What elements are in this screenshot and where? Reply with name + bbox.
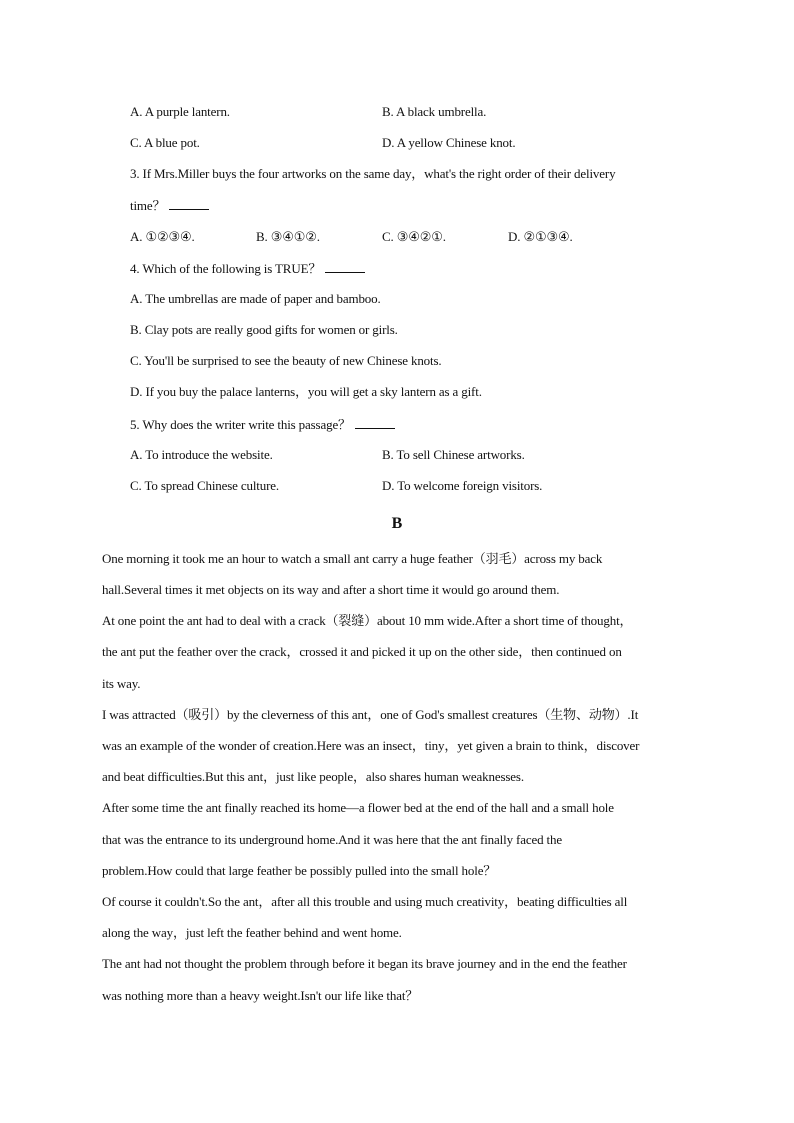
q2-option-b: B. A black umbrella. <box>382 104 487 119</box>
section-b-title: B <box>391 515 403 532</box>
q2-option-c: C. A blue pot. <box>130 135 200 150</box>
q3-stem-line2 <box>130 196 209 215</box>
q3-option-d: D. ②①③④. <box>508 229 573 244</box>
q5-stem-text: 5. Why does the writer write this passage？ <box>130 417 351 432</box>
q4-option-d: D. If you buy the palace lanterns，you will get a sky lantern as a gift. <box>130 384 482 399</box>
q4-stem-text: 4. Which of the following is TRUE？ <box>130 261 322 276</box>
q5-option-b: B. To sell Chinese artworks. <box>382 447 525 462</box>
q5-answer-blank[interactable] <box>355 415 395 429</box>
q4-option-c: C. You'll be surprised to see the beauty of new Chinese knots. <box>130 353 442 368</box>
q2-option-a: A. A purple lantern. <box>130 104 230 119</box>
q2-option-d: D. A yellow Chinese knot. <box>382 135 516 150</box>
passage-line: that was the entrance to its underground home.And it was here that the ant finally faced the <box>102 832 562 847</box>
q3-answer-blank[interactable] <box>169 196 209 210</box>
passage-line: hall.Several times it met objects on its way and after a short time it would go around them. <box>102 582 560 597</box>
q5-option-d: D. To welcome foreign visitors. <box>382 478 543 493</box>
passage-line: along the way，just left the feather behind and went home. <box>102 925 402 940</box>
q3-option-c: C. ③④②①. <box>382 229 446 244</box>
passage-line: I was attracted（吸引）by the cleverness of this ant，one of God's smallest creatures（生物、动物）.It <box>102 707 639 722</box>
passage-line: the ant put the feather over the crack，crossed it and picked it up on the other side，then continued on <box>102 644 622 659</box>
passage-line: At one point the ant had to deal with a crack（裂缝）about 10 mm wide.After a short time of thought， <box>102 613 633 628</box>
passage-line: After some time the ant finally reached its home—a flower bed at the end of the hall and a small hole <box>102 800 614 815</box>
passage-line: was nothing more than a heavy weight.Isn't our life like that？ <box>102 988 419 1003</box>
q5-option-c: C. To spread Chinese culture. <box>130 478 280 493</box>
q3-option-b: B. ③④①②. <box>256 229 320 244</box>
passage-line: and beat difficulties.But this ant，just like people，also shares human weaknesses. <box>102 769 524 784</box>
q3-stem-text: time？ <box>130 198 166 213</box>
passage-line: was an example of the wonder of creation.Here was an insect，tiny，yet given a brain to think，discover <box>102 738 640 753</box>
q4-option-a: A. The umbrellas are made of paper and bamboo. <box>130 291 381 306</box>
q5-option-a: A. To introduce the website. <box>130 447 273 462</box>
passage-line: problem.How could that large feather be possibly pulled into the small hole？ <box>102 863 497 878</box>
passage-line: its way. <box>102 676 141 691</box>
passage-line: The ant had not thought the problem through before it began its brave journey and in the end the feather <box>102 956 627 971</box>
q3-option-a: A. ①②③④. <box>130 229 195 244</box>
q5-stem <box>130 415 395 434</box>
q4-option-b: B. Clay pots are really good gifts for women or girls. <box>130 322 398 337</box>
passage-line: One morning it took me an hour to watch a small ant carry a huge feather（羽毛）across my back <box>102 551 603 566</box>
q3-stem-line1: 3. If Mrs.Miller buys the four artworks on the same day，what's the right order of their delivery <box>130 166 616 181</box>
q4-answer-blank[interactable] <box>325 259 365 273</box>
passage-line: Of course it couldn't.So the ant，after all this trouble and using much creativity，beating difficulties all <box>102 894 628 909</box>
q4-stem <box>130 259 365 278</box>
